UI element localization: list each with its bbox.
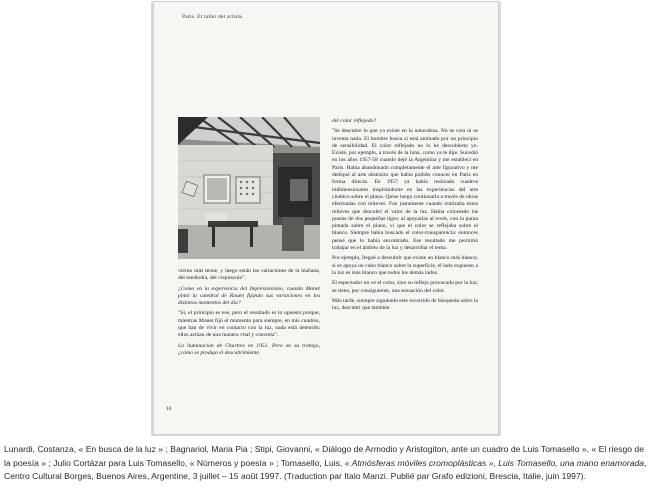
left-question-2: La iluminación de Chartres en 1951. Pero en su trabajo, ¿cómo se produjo el descubrimiento: [178, 342, 320, 356]
right-paragraph-4: Más tarde, siempre siguiendo este recorrido de búsqueda sobre la luz, descubrí que también: [332, 297, 479, 312]
right-text-column: [332, 118, 478, 315]
citation-caption: [4, 443, 648, 484]
caption-part-2: , Centro Cultural Borges, Buenos Aires, Argentine, 3 juillet – 15 août 1997. (Traduction par Italo Manzi. Publié par Grafo edizioni, Brescia, Italie, juin 1997).: [4, 457, 647, 482]
left-paragraph-2: "Sí, el principio es ese, pero el resultado es lo opuesto porque, mientras Monet fijó el momento para siempre, en mis cuadros, que han de vivir en contacto con la luz, nada está detenido; ellos actúan de una manera vital y concreta".: [178, 310, 320, 339]
right-paragraph-2: Por ejemplo, llegué a descubrir que existe un blanco más blanco; si se apoya un cubo blanco sobre la superficie, el lado expuesto a la luz es más blanco que todos los demás lados.: [332, 255, 478, 276]
running-head: Paris. El taller del artista.: [182, 14, 244, 20]
right-paragraph-1: "Se descubre lo que ya existe en la naturaleza. No se crea ni se inventa nada. El hombre busca si está animado por un principio de sensibilidad. El color reflejado no lo he descubierto yo. Existe, por ejemplo, a través de la luna, como ya le dije. Sucedió en los años 1957-58 cuando dejé la Argentina y me establecí en París. Había abandonado completamente el arte figurativo y me dediqué al arte abstracto que había podido conocer en París en forma directa. En 1957 ya había realizado cuadros bidimensionales inspirándome en las experiencias del arte cinético sobre el plano. Quise luego continuarla a través de obras efectuadas con relieves. Fue justamente cuando realizaba estos relieves que descubrí el valor de la luz. Había coloreado las puntas de dos pequeñas tiges: al apoyarlas al revés, con la punta pintada sobre el plano, vi que el color se reflejaba sobre el blanco. Siempre había buscado el color-transparencia: entonces pensé que lo había encontrado. Ese resultado me permitió trabajar en el ámbito de la luz y desarrollar el tema.: [332, 128, 478, 252]
right-paragraph-3: El espectador no ve el color, sino su reflejo provocado por la luz; se tiene, por consiguiente, una sensación del color.: [332, 280, 478, 294]
left-paragraph-1: vierno más tenue, y luego están las variaciones de la mañana, del mediodía, del crepúsculo".: [178, 268, 320, 282]
caption-italic-title: « Atmósferas móviles cromoplásticas », Luis Tomasello, una mano enamorada: [344, 457, 645, 468]
studio-photo-image: [178, 117, 320, 259]
page-number: 10: [166, 406, 172, 412]
book-page: [154, 2, 498, 434]
caption-part-1: Lunardi, Costanza, « En busca de la luz » ; Bagnariol, Maria Pia ; Stipi, Giovanni, « Diálogo de Armodio y Aristogiton, ante un cuadro de Luis Tomasello », « El riesgo de la poesía » ; Julio Cortázar para Luis Tomasello, « Números y poesía » ; Tomasello, Luis,: [4, 444, 644, 468]
right-question-end: del color reflejado?: [332, 118, 377, 124]
left-text-column: [178, 268, 320, 360]
left-question-1: ¿Como en la experiencia del Impresionismo, cuando Monet pintó la catedral de Rouen fijando sus variaciones en los distintos momentos del día?: [178, 285, 320, 307]
studio-photo: [178, 117, 320, 259]
